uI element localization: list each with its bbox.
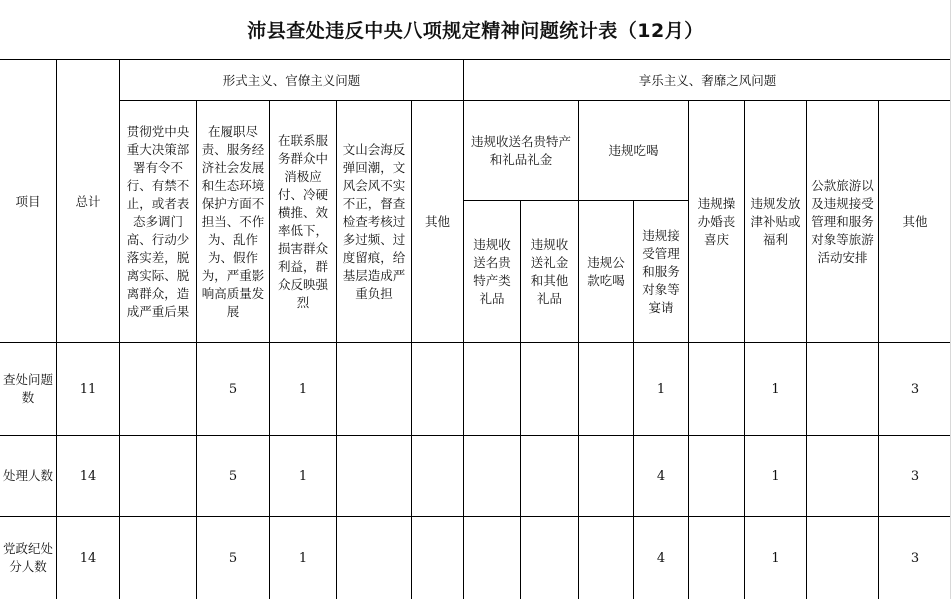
table-cell-db: 4 [656,550,666,566]
header-formalism-decisions: 贯彻党中央重大决策部署有令不行、有禁不止，或者表态多调门高、行动少落实差，脱离实际、脱离群众，造成严重后果 [126,123,190,319]
row-label: 党政纪处分人数 [2,541,53,574]
header-group-formalism: 形式主义、官僚主义问题 [222,72,361,88]
table-cell-f2: 5 [228,468,238,484]
header-formalism-other: 其他 [424,213,450,229]
table-cell-f1 [120,436,196,516]
header-dining-public: 违规公款吃喝 [587,254,625,288]
table-cell-f5 [412,517,463,599]
table-cell-oth: 3 [910,550,920,566]
table-cell-f2: 5 [228,550,238,566]
row-label: 处理人数 [2,468,53,483]
table-cell-f2: 5 [228,381,238,397]
header-hedonism-other: 其他 [902,213,928,229]
table-cell-da [579,343,633,435]
table-cell-wed [689,436,744,516]
table-cell-oth: 3 [910,381,920,397]
table-cell-f3: 1 [298,550,308,566]
header-total: 总计 [75,193,101,209]
header-formalism-meetings: 文山会海反弹回潮，文风会风不实不正，督查检查考核过多过频、过度留痕，给基层造成严重负担 [342,141,406,301]
table-cell-wed [689,343,744,435]
table-cell-f4 [337,343,411,435]
table-cell-f3: 1 [298,381,308,397]
table-cell-total: 14 [79,550,97,566]
table-cell-f1 [120,343,196,435]
table-cell-sub: 1 [771,468,780,484]
header-formalism-masses: 在联系服务群众中消极应付、冷硬横推、效率低下，损害群众利益，群众反映强烈 [277,132,328,310]
table-cell-ga [464,517,520,599]
header-travel: 公款旅游以及违规接受管理和服务对象等旅游活动安排 [811,177,874,265]
table-cell-gb [521,436,578,516]
row-label: 查处问题数 [2,372,53,405]
header-group-hedonism: 享乐主义、奢靡之风问题 [638,72,777,88]
table-cell-f5 [412,343,463,435]
table-cell-gb [521,517,578,599]
table-cell-f4 [337,436,411,516]
table-cell-f5 [412,436,463,516]
table-cell-trav [807,436,878,516]
header-dining-banquet: 违规接受管理和服务对象等宴请 [642,227,680,315]
table-cell-sub: 1 [771,381,780,397]
table-cell-da [579,517,633,599]
header-subsidy: 违规发放津补贴或福利 [750,195,801,247]
table-cell-trav [807,343,878,435]
header-formalism-inaction: 在履职尽责、服务经济社会发展和生态环境保护方面不担当、不作为、乱作为、假作为，严重影响高质量发展 [201,123,265,319]
header-gifts-cash: 违规收送礼金和其他礼品 [530,236,569,306]
table-cell-trav [807,517,878,599]
table-cell-da [579,436,633,516]
table-cell-db: 4 [656,468,666,484]
table-cell-total: 14 [79,468,97,484]
header-dining: 违规吃喝 [608,142,659,158]
table-cell-f1 [120,517,196,599]
table-cell-f3: 1 [298,468,308,484]
table-cell-oth: 3 [910,468,920,484]
table-cell-wed [689,517,744,599]
header-item: 项目 [15,193,41,209]
header-gifts: 违规收送名贵特产和礼品礼金 [470,133,571,167]
table-cell-ga [464,343,520,435]
header-gifts-specialty: 违规收送名贵特产类礼品 [473,236,511,306]
header-wedding: 违规操办婚丧喜庆 [697,195,736,247]
table-cell-db: 1 [656,381,666,397]
page-title: 沛县查处违反中央八项规定精神问题统计表（12月） [0,0,951,60]
table-cell-ga [464,436,520,516]
table-cell-total: 11 [79,381,97,397]
table-cell-gb [521,343,578,435]
table-cell-f4 [337,517,411,599]
table-cell-sub: 1 [771,550,780,566]
